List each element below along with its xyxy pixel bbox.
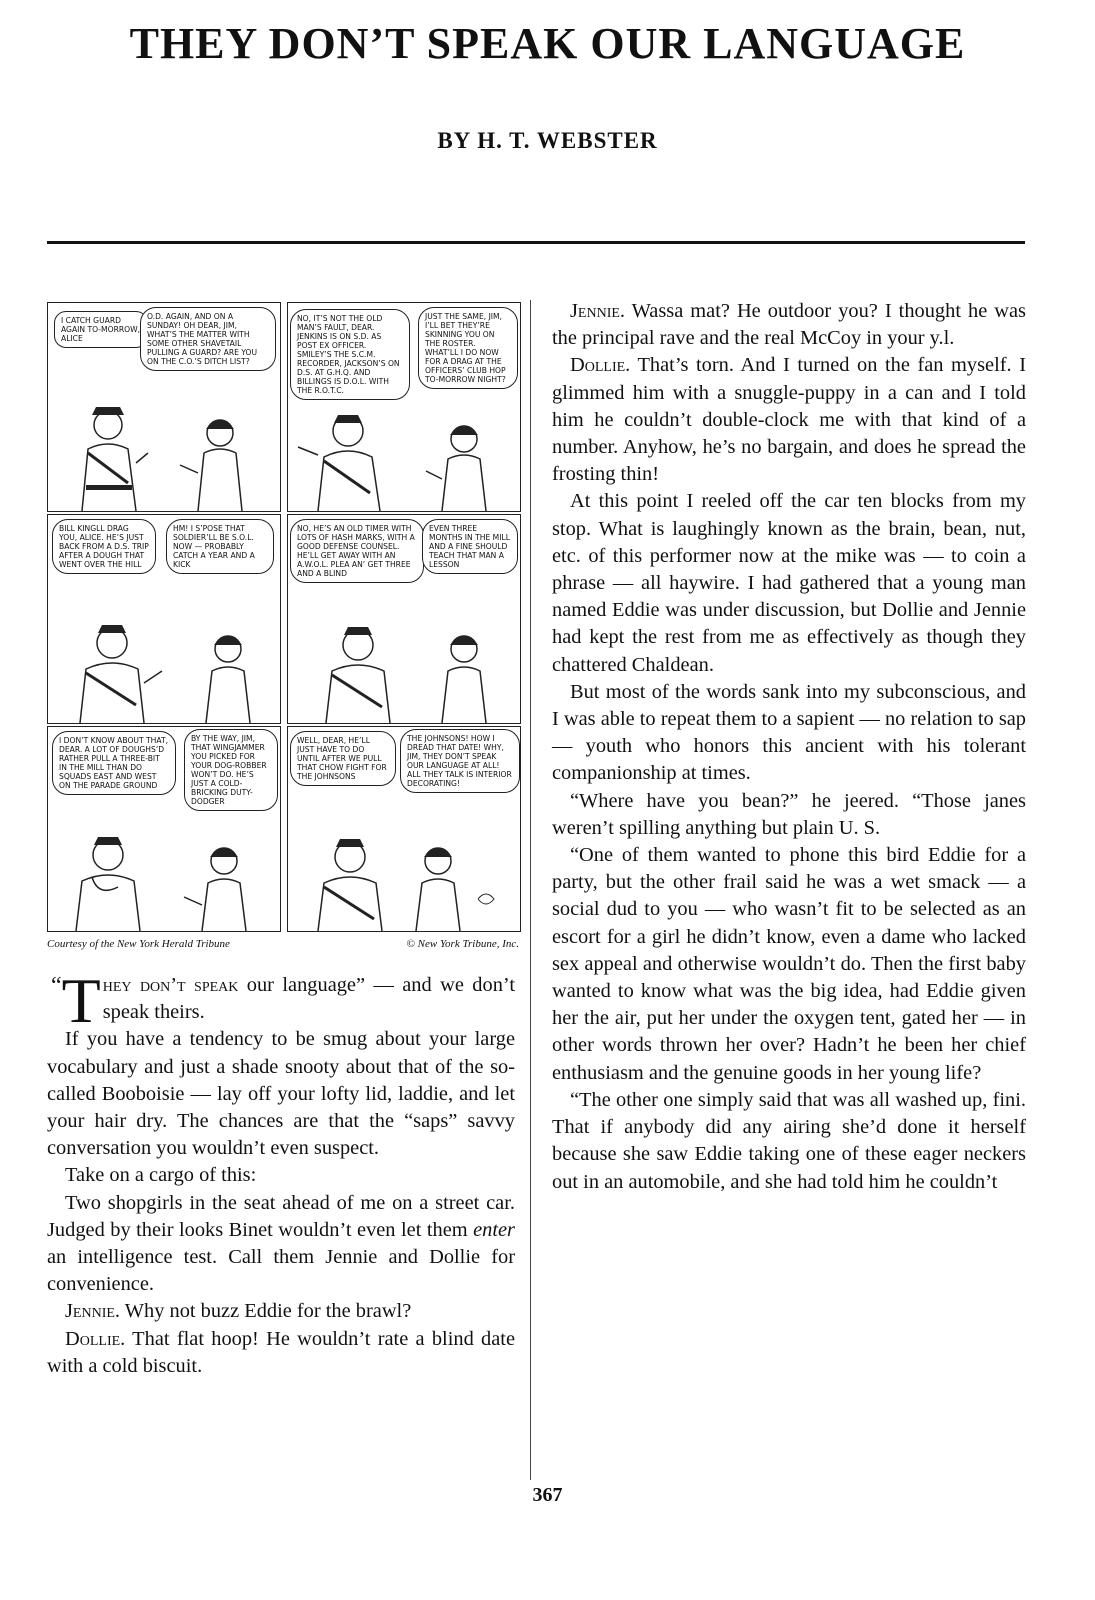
speaker-name: Jennie.	[65, 1300, 121, 1323]
comic-strip	[47, 302, 519, 930]
dialogue-text: That’s torn. And I turned on the fan myself. I glimmed him with a snuggle-puppy in a can and I told him he couldn’t double-clock me with that kind of a number. Anyhow, he’s no bargain, and does he spread the frosting thin!	[552, 354, 1026, 486]
speech-bubble: BY THE WAY, JIM, THAT WINGJAMMER YOU PICKED FOR YOUR DOG-ROBBER WON’T DO. HE’S JUST A COLD-BRICKING DUTY-DODGER	[184, 729, 278, 811]
comic-credits	[47, 938, 519, 958]
opening-paragraph	[47, 965, 515, 1036]
paragraph-text: Two shopgirls in the seat ahead of me on a street car. Judged by their looks Binet wouldn’t even let them	[47, 1191, 515, 1241]
right-text-column	[552, 298, 1026, 1196]
speech-bubble: NO, IT’S NOT THE OLD MAN’S FAULT, DEAR. JENKINS IS ON S.D. AS POST EX OFFICER. SMILEY’S THE S.C.M. RECORDER, JACKSON’S ON D.S. AT G.H.Q. AND BILLINGS IS D.O.L. WITH THE R.O.T.C.	[290, 309, 410, 400]
speaker-name: Dollie.	[65, 1327, 126, 1350]
speech-bubble: THE JOHNSONS! HOW I DREAD THAT DATE! WHY, JIM, THEY DON’T SPEAK OUR LANGUAGE AT ALL! ALL THEY TALK IS INTERIOR DECORATING!	[400, 729, 520, 793]
article-title: THEY DON’T SPEAK OUR LANGUAGE	[129, 19, 966, 68]
dialogue-text: Why not buzz Eddie for the brawl?	[120, 1300, 412, 1323]
speech-bubble: I DON’T KNOW ABOUT THAT, DEAR. A LOT OF DOUGHS’D RATHER PULL A THREE-BIT IN THE MILL THAN DO SQUADS EAST AND WEST ON THE PARADE GROUND	[52, 731, 176, 795]
page-number: 367	[532, 1484, 563, 1506]
comic-panel-4	[287, 514, 521, 724]
speaker-name: Jennie.	[570, 300, 626, 322]
dialogue-text: That flat hoop! He wouldn’t rate a blind date with a cold biscuit.	[47, 1327, 515, 1377]
comic-figures-illustration	[48, 303, 280, 511]
left-text-column	[47, 965, 515, 1380]
speech-bubble: JUST THE SAME, JIM, I’LL BET THEY’RE SKINNING YOU ON THE ROSTER. WHAT’LL I DO NOW FOR A DRAG AT THE OFFICERS’ CLUB HOP TO-MORROW NIGHT?	[418, 307, 518, 389]
speech-bubble: HM! I S’POSE THAT SOLDIER’LL BE S.O.L. NOW — PROBABLY CATCH A YEAR AND A KICK	[166, 519, 274, 574]
opening-quote: “	[51, 973, 62, 999]
credit-courtesy: Courtesy of the New York Herald Tribune	[47, 938, 230, 950]
paragraph: “Where have you bean?” he jeered. “Those janes weren’t spilling anything but plain U. S.	[552, 789, 1026, 839]
paragraph: If you have a tendency to be smug about your large vocabulary and just a shade snooty about that of the so-called Booboisie — lay off your lofty lid, laddie, and let your hair dry. The chances are that the “saps” savvy conversation you wouldn’t even suspect.	[47, 1028, 515, 1160]
comic-figures-illustration	[48, 727, 280, 931]
credit-copyright: © New York Tribune, Inc.	[406, 938, 519, 950]
dialogue-paragraph	[47, 1326, 515, 1380]
comic-panel-3	[47, 514, 281, 724]
emphasis-text: enter	[473, 1218, 515, 1241]
paragraph	[47, 1190, 515, 1299]
paragraph: Take on a cargo of this:	[65, 1164, 257, 1187]
paragraph: At this point I reeled off the car ten blocks from my stop. What is laughingly known as the brain, bean, nut, etc. of this performer now at the mike was — to coin a phrase — all haywire. I had gathered that a young man named Eddie was under discussion, but Dollie and Jennie had kept the rest from me as effectively as though they chattered Chaldean.	[552, 490, 1026, 676]
dialogue-text: Wassa mat? He outdoor you? I thought he was the principal rave and the real McCoy in your y.l.	[552, 300, 1026, 350]
header-rule	[47, 241, 1025, 244]
speech-bubble: WELL, DEAR, HE’LL JUST HAVE TO DO UNTIL AFTER WE PULL THAT CHOW FIGHT FOR THE JOHNSONS	[290, 731, 396, 786]
speech-bubble: NO, HE’S AN OLD TIMER WITH LOTS OF HASH MARKS, WITH A GOOD DEFENSE COUNSEL. HE’LL GET AWAY WITH AN A.W.O.L. PLEA AN’ GET THREE AND A BLIND	[290, 519, 424, 583]
paragraph-text: our language” — and we don’t speak theirs.	[102, 974, 515, 1024]
dialogue-paragraph	[552, 298, 1026, 352]
dialogue-paragraph	[47, 1298, 515, 1325]
speech-bubble: BILL KINGLL DRAG YOU, ALICE. HE’S JUST BACK FROM A D.S. TRIP AFTER A DOUGH THAT WENT OVER THE HILL	[52, 519, 156, 574]
speech-bubble: EVEN THREE MONTHS IN THE MILL AND A FINE SHOULD TEACH THAT MAN A LESSON	[422, 519, 518, 574]
comic-figures-illustration	[48, 515, 280, 723]
paragraph: “The other one simply said that was all washed up, fini. That if anybody did any airing she’d done it herself because she saw Eddie taking one of these eager neckers out in an automobile, and she had told him he couldn’t	[552, 1088, 1026, 1193]
comic-panel-1	[47, 302, 281, 512]
speech-bubble: I CATCH GUARD AGAIN TO-MORROW, ALICE	[54, 311, 148, 348]
comic-figures-illustration	[288, 303, 520, 511]
speaker-name: Dollie.	[570, 354, 631, 377]
comic-figures-illustration	[288, 515, 520, 723]
comic-figures-illustration	[288, 727, 520, 931]
paragraph: But most of the words sank into my subconscious, and I was able to repeat them to a sapient — no relation to sap — youth who honors this ancient with his tolerant companionship at times.	[552, 680, 1026, 785]
speech-bubble: O.D. AGAIN, AND ON A SUNDAY! OH DEAR, JIM, WHAT’S THE MATTER WITH SOME OTHER SHAVETAIL PULLING A GUARD? ARE YOU ON THE C.O.’S DITCH LIST?	[140, 307, 276, 371]
comic-panel-5	[47, 726, 281, 932]
dialogue-paragraph	[552, 352, 1026, 488]
column-divider	[530, 300, 531, 1480]
comic-panel-2	[287, 302, 521, 512]
small-caps-lead: hey don’t speak	[102, 974, 239, 996]
article-byline: BY H. T. WEBSTER	[437, 128, 658, 153]
paragraph-text: an intelligence test. Call them Jennie and Dollie for convenience.	[47, 1246, 515, 1296]
paragraph: “One of them wanted to phone this bird Eddie for a party, but the other frail said he was a wet smack — a social dud to you — who wasn’t fit to be selected as an escort for a girl he didn’t know, even a dame who lacked sex appeal and otherwise wouldn’t do. Then the first baby wanted to know what was the big idea, had Eddie given her the air, put her under the oxygen tent, gated her — in other words thrown her over? Hadn’t he been her chief enthusiasm and the genuine goods in her young life?	[552, 844, 1026, 1084]
comic-panel-6	[287, 726, 521, 932]
drop-cap: T	[61, 965, 101, 1036]
